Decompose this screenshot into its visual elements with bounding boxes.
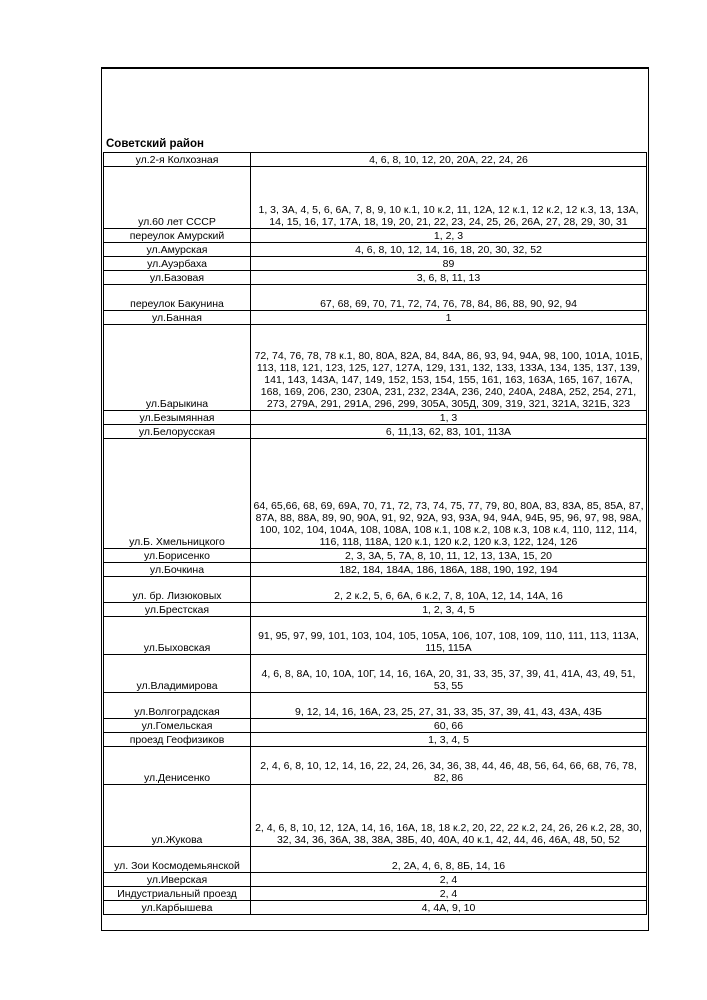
street-name: ул.Владимирова [104, 655, 251, 693]
street-name: проезд Геофизиков [104, 733, 251, 747]
house-numbers: 2, 4, 6, 8, 10, 12, 14, 16, 22, 24, 26, 34, 36, 38, 44, 46, 48, 56, 64, 66, 68, 76, 78, 82, 86 [251, 747, 647, 785]
street-name: ул.Бочкина [104, 563, 251, 577]
house-numbers: 2, 3, 3А, 5, 7А, 8, 10, 11, 12, 13, 13А, 15, 20 [251, 549, 647, 563]
house-numbers: 4, 4А, 9, 10 [251, 901, 647, 915]
house-numbers: 6, 11,13, 62, 83, 101, 113А [251, 425, 647, 439]
street-name: ул.Иверская [104, 873, 251, 887]
house-numbers: 9, 12, 14, 16, 16А, 23, 25, 27, 31, 33, 35, 37, 39, 41, 43, 43А, 43Б [251, 693, 647, 719]
street-name: ул.Карбышева [104, 901, 251, 915]
street-name: ул. Зои Космодемьянской [104, 847, 251, 873]
table-row [104, 785, 647, 847]
table-row [104, 311, 647, 325]
street-name: ул.Быховская [104, 617, 251, 655]
street-name: ул.Гомельская [104, 719, 251, 733]
street-name: ул. бр. Лизюковых [104, 577, 251, 603]
house-numbers: 89 [251, 257, 647, 271]
table-row [104, 577, 647, 603]
street-name: ул.Волгоградская [104, 693, 251, 719]
table-row [104, 603, 647, 617]
table-row [104, 901, 647, 915]
table-row [104, 847, 647, 873]
district-title: Советский район [106, 138, 204, 150]
street-name: ул.Безымянная [104, 411, 251, 425]
house-numbers: 3, 6, 8, 11, 13 [251, 271, 647, 285]
table-row [104, 285, 647, 311]
table-row [104, 153, 647, 167]
table-row [104, 693, 647, 719]
house-numbers: 2, 4 [251, 873, 647, 887]
table-row [104, 563, 647, 577]
table-row [104, 747, 647, 785]
house-numbers: 2, 4 [251, 887, 647, 901]
table-row [104, 873, 647, 887]
street-name: ул.2-я Колхозная [104, 153, 251, 167]
street-name: ул.Ауэрбаха [104, 257, 251, 271]
house-numbers: 1 [251, 311, 647, 325]
table-row [104, 243, 647, 257]
house-numbers: 1, 3, 4, 5 [251, 733, 647, 747]
table-row [104, 325, 647, 411]
table-row [104, 257, 647, 271]
house-numbers: 2, 4, 6, 8, 10, 12, 12А, 14, 16, 16А, 18, 18 к.2, 20, 22, 22 к.2, 24, 26, 26 к.2, 28, 30, 32, 34, 36, 36А, 38, 38А, 38Б, 40, 40А, 40 к.1, 42, 44, 46, 46А, 48, 50, 52 [251, 785, 647, 847]
street-name: ул.Б. Хмельницкого [104, 439, 251, 549]
house-numbers: 91, 95, 97, 99, 101, 103, 104, 105, 105А, 106, 107, 108, 109, 110, 111, 113, 113А, 115, 115А [251, 617, 647, 655]
house-numbers: 2, 2А, 4, 6, 8, 8Б, 14, 16 [251, 847, 647, 873]
table-row [104, 271, 647, 285]
table-row [104, 411, 647, 425]
house-numbers: 1, 2, 3, 4, 5 [251, 603, 647, 617]
house-numbers: 1, 3 [251, 411, 647, 425]
table-row [104, 719, 647, 733]
table-row [104, 439, 647, 549]
street-name: Индустриальный проезд [104, 887, 251, 901]
house-numbers: 4, 6, 8, 8А, 10, 10А, 10Г, 14, 16, 16А, 20, 31, 33, 35, 37, 39, 41, 41А, 43, 49, 51, 53, 55 [251, 655, 647, 693]
house-numbers: 4, 6, 8, 10, 12, 20, 20А, 22, 24, 26 [251, 153, 647, 167]
table-row [104, 617, 647, 655]
street-name: ул.Базовая [104, 271, 251, 285]
house-numbers: 60, 66 [251, 719, 647, 733]
streets-table [103, 152, 647, 915]
house-numbers: 67, 68, 69, 70, 71, 72, 74, 76, 78, 84, 86, 88, 90, 92, 94 [251, 285, 647, 311]
table-row [104, 887, 647, 901]
house-numbers: 64, 65,66, 68, 69, 69А, 70, 71, 72, 73, 74, 75, 77, 79, 80, 80А, 83, 83А, 85, 85А, 87, 87А, 88, 88А, 89, 90, 90А, 91, 92, 92А, 93, 93А, 94, 94А, 94Б, 95, 96, 97, 98, 98А, 100, 102, 104, 104А, 108, 108А, 108 к.1, 108 к.2, 108 к.3, 108 к.4, 110, 112, 114, 116, 118, 118А, 120 к.1, 120 к.2, 120 к.3, 122, 124, 126 [251, 439, 647, 549]
street-name: ул.Борисенко [104, 549, 251, 563]
street-name: ул.Банная [104, 311, 251, 325]
table-row [104, 229, 647, 243]
street-name: ул.Брестская [104, 603, 251, 617]
house-numbers: 72, 74, 76, 78, 78 к.1, 80, 80А, 82А, 84, 84А, 86, 93, 94, 94А, 98, 100, 101А, 101Б, 113, 118, 121, 123, 125, 127, 127А, 129, 131, 132, 133, 133А, 134, 135, 137, 139, 141, 143, 143А, 147, 149, 152, 153, 154, 155, 161, 163, 163А, 165, 167, 167А, 168, 169, 206, 230, 230А, 231, 232, 234А, 236, 240, 240А, 248А, 252, 254, 271, 273, 279А, 291, 291А, 296, 299, 305А, 305Д, 309, 319, 321, 321А, 321Б, 323 [251, 325, 647, 411]
house-numbers: 4, 6, 8, 10, 12, 14, 16, 18, 20, 30, 32, 52 [251, 243, 647, 257]
table-row [104, 733, 647, 747]
table-row [104, 549, 647, 563]
table-row [104, 167, 647, 229]
house-numbers: 2, 2 к.2, 5, 6, 6А, 6 к.2, 7, 8, 10А, 12, 14, 14А, 16 [251, 577, 647, 603]
house-numbers: 1, 3, 3А, 4, 5, 6, 6А, 7, 8, 9, 10 к.1, 10 к.2, 11, 12А, 12 к.1, 12 к.2, 12 к.3, 13, 13А, 14, 15, 16, 17, 17А, 18, 19, 20, 21, 22, 23, 24, 25, 26, 26А, 27, 28, 29, 30, 31 [251, 167, 647, 229]
table-row [104, 655, 647, 693]
street-name: ул.Барыкина [104, 325, 251, 411]
street-name: ул.Белорусская [104, 425, 251, 439]
table-row [104, 425, 647, 439]
house-numbers: 182, 184, 184А, 186, 186А, 188, 190, 192, 194 [251, 563, 647, 577]
street-name: переулок Амурский [104, 229, 251, 243]
street-name: ул.60 лет СССР [104, 167, 251, 229]
street-name: ул.Жукова [104, 785, 251, 847]
house-numbers: 1, 2, 3 [251, 229, 647, 243]
street-name: ул.Денисенко [104, 747, 251, 785]
street-name: переулок Бакунина [104, 285, 251, 311]
street-name: ул.Амурская [104, 243, 251, 257]
